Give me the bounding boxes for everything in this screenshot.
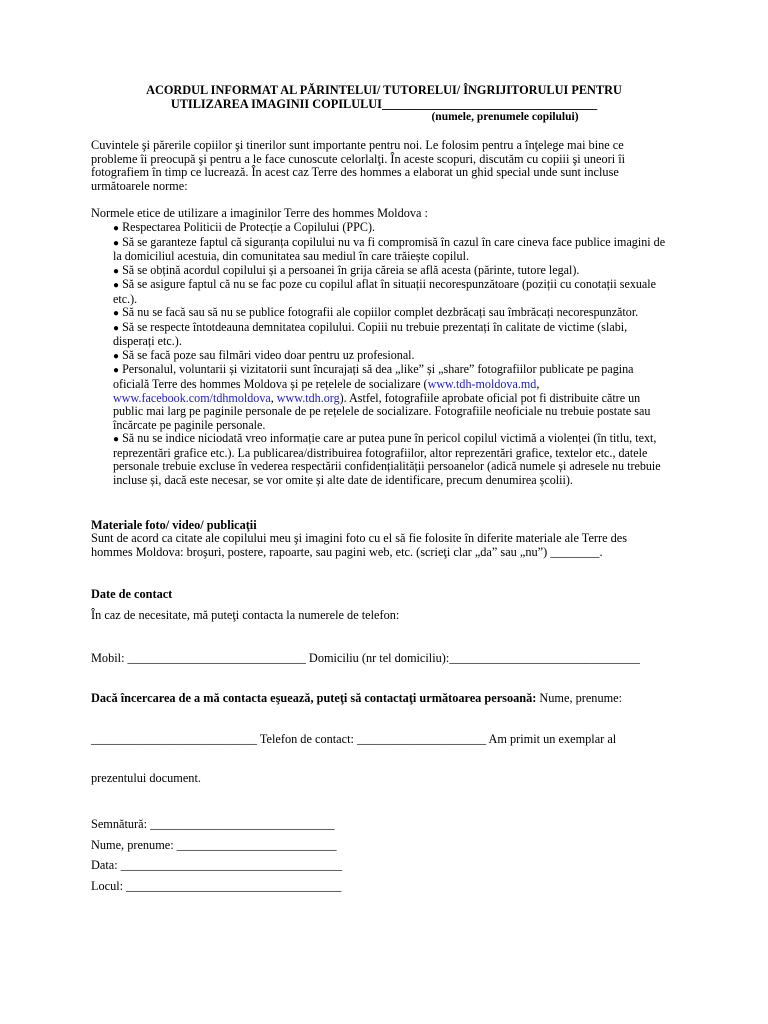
norm-item: ● Să se respecte întotdeauna demnitatea copilului. Copiii nu trebuie prezentați în calitate de victime (slabi, disperați etc.). [113,319,628,349]
norm-item-social-media: ● Personalul, voluntarii și vizitatorii sunt încurajați să dea „like” și „share” fotografiilor publicate pe pagina oficială Terre des hommes Moldova și pe rețelele de socializare (www.tdh-moldova.md, www.facebook.com/tdhmoldova, www.tdh.org). Astfel, fotografiile aprobate oficial pot fi distribuite către un public mai larg pe paginile personale de pe rețelele de socializare. Fotografiile neoficiale nu trebuie postate sau încărcate pe paginile personale. [113,362,651,432]
name-field[interactable]: Nume, prenume: __________________________ [91,838,337,852]
norm-item: ● Să se facă poze sau filmări video doar pentru uz profesional. [113,347,415,362]
intro-paragraph: Cuvintele şi părerile copiilor şi tinerilor sunt importante pentru noi. Le folosim pentru a înţelege mai bine ce probleme îi preocupă şi pentru a le face cunoscute celorlalţi. În aceste scopuri, discutăm cu copiii şi uneori îi fotografiem în timp ce lucrează. În acest caz Terre des hommes a elaborat un ghid special unde sunt incluse următoarele norme: [91,138,626,193]
tdh-org-link[interactable]: www.tdh.org [276,390,340,405]
bullet-icon: ● [113,265,120,277]
bullet-icon: ● [113,237,120,249]
title-line-2: UTILIZAREA IMAGINII COPILULUI___________________________________ [170,96,598,111]
norms-heading: Normele etice de utilizare a imaginilor Terre des hommes Moldova : [91,206,428,220]
facebook-link[interactable]: www.facebook.com/tdhmoldova [113,390,271,405]
materials-consent-text: Sunt de acord ca citate ale copilului meu şi imagini foto cu el să fie folosite în diferite materiale ale Terre des hommes Moldova: broşuri, postere, rapoarte, sau pagini web, etc. (scrieţi clar „da” sau „nu”) ________. [91,531,628,559]
norm-item: ● Să nu se facă sau să nu se publice fotografii ale copiilor complet dezbrăcați sau îmbrăcați necorespunzător. [113,305,639,320]
place-field[interactable]: Locul: ___________________________________ [91,879,342,893]
bullet-icon: ● [113,434,120,446]
document-title [90,84,678,111]
norm-item: ● Să nu se indice niciodată vreo informație care ar putea pune în pericol copilul victimă a violenței (în titlu, text, reprezentări grafice etc.). La publicarea/distribuirea fotografiilor, altor reprezentări grafice, textelor etc., datele personale trebuie excluse în vederea respectării confidențialității persoanelor (adică numele și adresele nu trebuie incluse și, dacă este necesar, se vor omite și alte date de identificare, precum denumirea școlii). [113,431,661,487]
bullet-icon: ● [113,350,120,362]
title-line-1: ACORDUL INFORMAT AL PĂRINTELUI/ TUTORELUI/ ÎNGRIJITORULUI PENTRU [146,83,622,97]
document-receipt-text: prezentului document. [91,771,201,785]
contact-text: În caz de necesitate, mă puteţi contacta la numerele de telefon: [91,608,400,622]
alternate-contact-line: Dacă încercarea de a mă contacta eşuează, puteţi să contactaţi următoarea persoană: Nume, prenume: [91,691,623,705]
child-name-caption: (numele, prenumele copilului) [431,111,579,123]
norm-item: ● Să se garanteze faptul că siguranța copilului nu va fi compromisă în cazul în care cineva face publice imagini de la domiciliul acestuia, din comunitatea sau mediul în care trăiește copilul. [113,234,666,264]
bullet-icon: ● [113,322,120,334]
materials-heading: Materiale foto/ video/ publicaţii [91,518,257,532]
bullet-icon: ● [113,365,120,377]
norm-item: ● Să se asigure faptul că nu se fac poze cu copilul aflat în situații necorespunzătoare (poziții cu conotații sexuale etc.). [113,277,657,306]
mobile-phone-field[interactable]: Mobil: _____________________________ Domiciliu (nr tel domiciliu):_______________________________ [91,651,640,665]
alternate-contact-phone-field[interactable]: ___________________________ Telefon de contact: _____________________ Am primit un exemplar al [91,732,617,746]
signature-field[interactable]: Semnătură: ______________________________ [91,817,335,831]
bullet-icon: ● [113,223,120,234]
bullet-icon: ● [113,280,120,292]
norm-item: ● Să se obțină acordul copilului și a persoanei în grija căreia se află acesta (părinte, tutore legal). [113,262,580,277]
contact-heading: Date de contact [91,587,173,601]
norm-item: ● Respectarea Politicii de Protecție a Copilului (PPC). [113,220,375,234]
norms-list [113,221,671,487]
tdh-moldova-link[interactable]: www.tdh-moldova.md [427,377,537,392]
bullet-icon: ● [113,308,120,320]
date-field[interactable]: Data: ____________________________________ [91,858,343,872]
